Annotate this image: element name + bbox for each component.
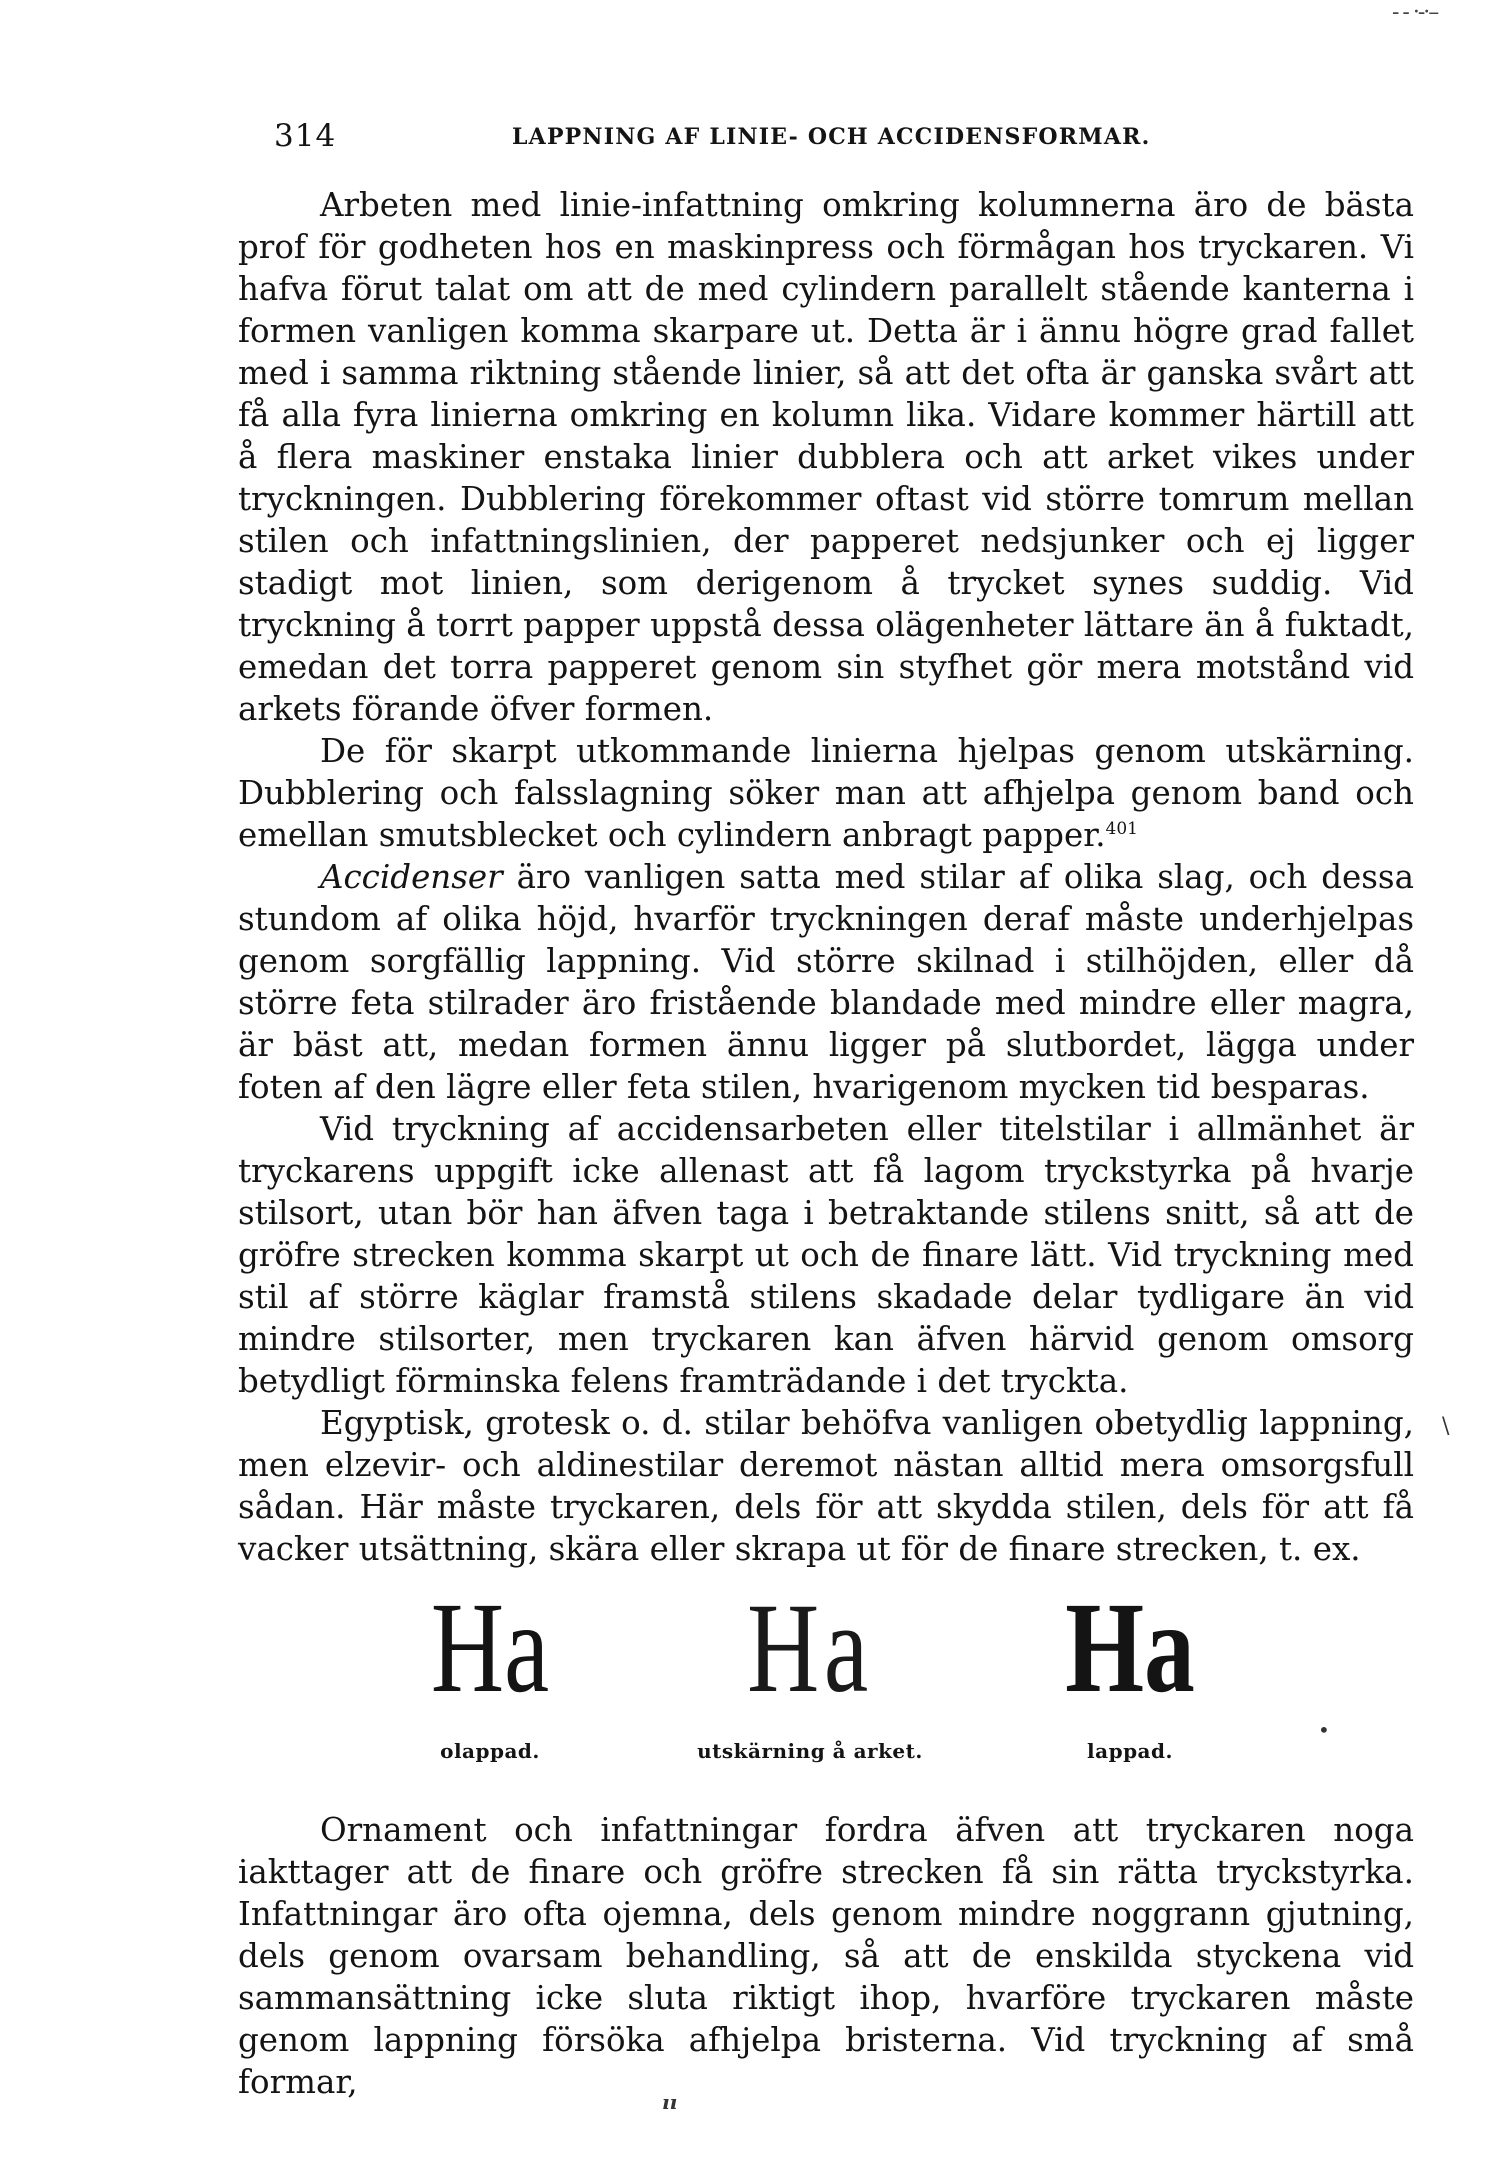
paragraph-egyptisk: Egyptisk, grotesk o. d. stilar behöfva vanligen obetydlig lappning, men elzevir- och aldinestilar deremot nästan alltid mera omsorgsfull sådan. Här måste tryckaren, dels för att skydda stilen, dels för att få vacker utsättning, skära eller skrapa ut för de finare strecken, t. ex. — [238, 1404, 1414, 1568]
stray-mark-specimen-dot: • — [1318, 1718, 1330, 1742]
paragraph-utskarning-text: De för skarpt utkommande linierna hjelpas genom utskärning. Dubblering och falsslagning söker man att afhjelpa genom band och emellan smutsblecket och cylindern anbragt papper. — [238, 732, 1414, 854]
stray-mark-top-right: - - ·-·– — [1392, 0, 1438, 25]
specimen-glyph: Ha — [1065, 1576, 1195, 1720]
type-specimens — [330, 1576, 1290, 1763]
main-text-block — [238, 184, 1414, 1570]
page-number: 314 — [274, 118, 337, 154]
stray-mark-bottom: ıı — [662, 2090, 678, 2114]
paragraph-accidensarbeten: Vid tryckning af accidensarbeten eller titelstilar i allmänhet är tryckarens uppgift icke allenast att få lagom tryckstyrka på hvarje stilsort, utan bör han äfven taga i betraktande stilens snitt, så att de gröfre strecken komma skarpt ut och de finare lätt. Vid tryckning med stil af större käglar framstå stilens skadade delar tydligare än vid mindre stilsorter, men tryckaren kan äfven härvid genom omsorg betydligt förminska felens framträdande i det tryckta. — [238, 1110, 1414, 1400]
specimen-olappad — [330, 1576, 650, 1763]
specimen-caption: lappad. — [1087, 1739, 1173, 1763]
bottom-text-block — [238, 1809, 1414, 2103]
specimen-caption: olappad. — [440, 1739, 540, 1763]
paragraph-accidenser — [238, 856, 1414, 1108]
specimen-glyph: Ha — [430, 1576, 550, 1720]
page-header — [274, 118, 1414, 158]
footnote-reference: 401 — [1105, 819, 1138, 839]
paragraph-linie-infattning: Arbeten med linie-infattning omkring kolumnerna äro de bästa prof för godheten hos en maskinpress och förmågan hos tryckaren. Vi hafva förut talat om att de med cylindern parallelt stående kanterna i formen vanligen komma skarpare ut. Detta är i ännu högre grad fallet med i samma riktning stående linier, så att det ofta är ganska svårt att få alla fyra linierna omkring en kolumn lika. Vidare kommer härtill att å flera maskiner enstaka linier dubblera och att arket vikes under tryckningen. Dubblering förekommer oftast vid större tomrum mellan stilen och infattningslinien, der papperet nedsjunker och ej ligger stadigt mot linien, som derigenom å trycket synes suddig. Vid tryckning å torrt papper uppstå dessa olägenheter lättare än å fuktadt, emedan det torra papperet genom sin styfhet gör mera motstånd vid arkets förande öfver formen. — [238, 186, 1414, 728]
specimen-glyph: Ha — [747, 1577, 873, 1719]
accidenser-text: äro vanligen satta med stilar af olika slag, och dessa stundom af olika höjd, hvarför tryckningen deraf måste underhjelpas genom sorgfällig lappning. Vid större skilnad i stilhöjden, eller då större feta stilrader äro fristående blandade med mindre eller magra, är bäst att, medan formen ännu ligger på slutbordet, lägga under foten af den lägre eller feta stilen, hvarigenom mycken tid besparas. — [238, 858, 1414, 1106]
paragraph-utskarning — [238, 730, 1414, 856]
stray-mark-mid-right: \ — [1442, 1414, 1450, 1439]
specimen-caption: utskärning å arket. — [697, 1739, 923, 1763]
specimen-utskarning — [650, 1577, 970, 1763]
running-head: LAPPNING AF LINIE- OCH ACCIDENSFORMAR. — [512, 124, 1151, 150]
specimen-lappad — [970, 1576, 1290, 1763]
accidenser-lead-word: Accidenser — [320, 858, 503, 896]
paragraph-ornament: Ornament och infattningar fordra äfven att tryckaren noga iakttager att de finare och gröfre strecken få sin rätta tryckstyrka. Infattningar äro ofta ojemna, dels genom mindre noggrann gjutning, dels genom ovarsam behandling, så att de enskilda styckena vid sammansättning icke sluta riktigt ihop, hvarföre tryckaren måste genom lappning försöka afhjelpa bristerna. Vid tryckning af små formar, — [238, 1811, 1414, 2101]
